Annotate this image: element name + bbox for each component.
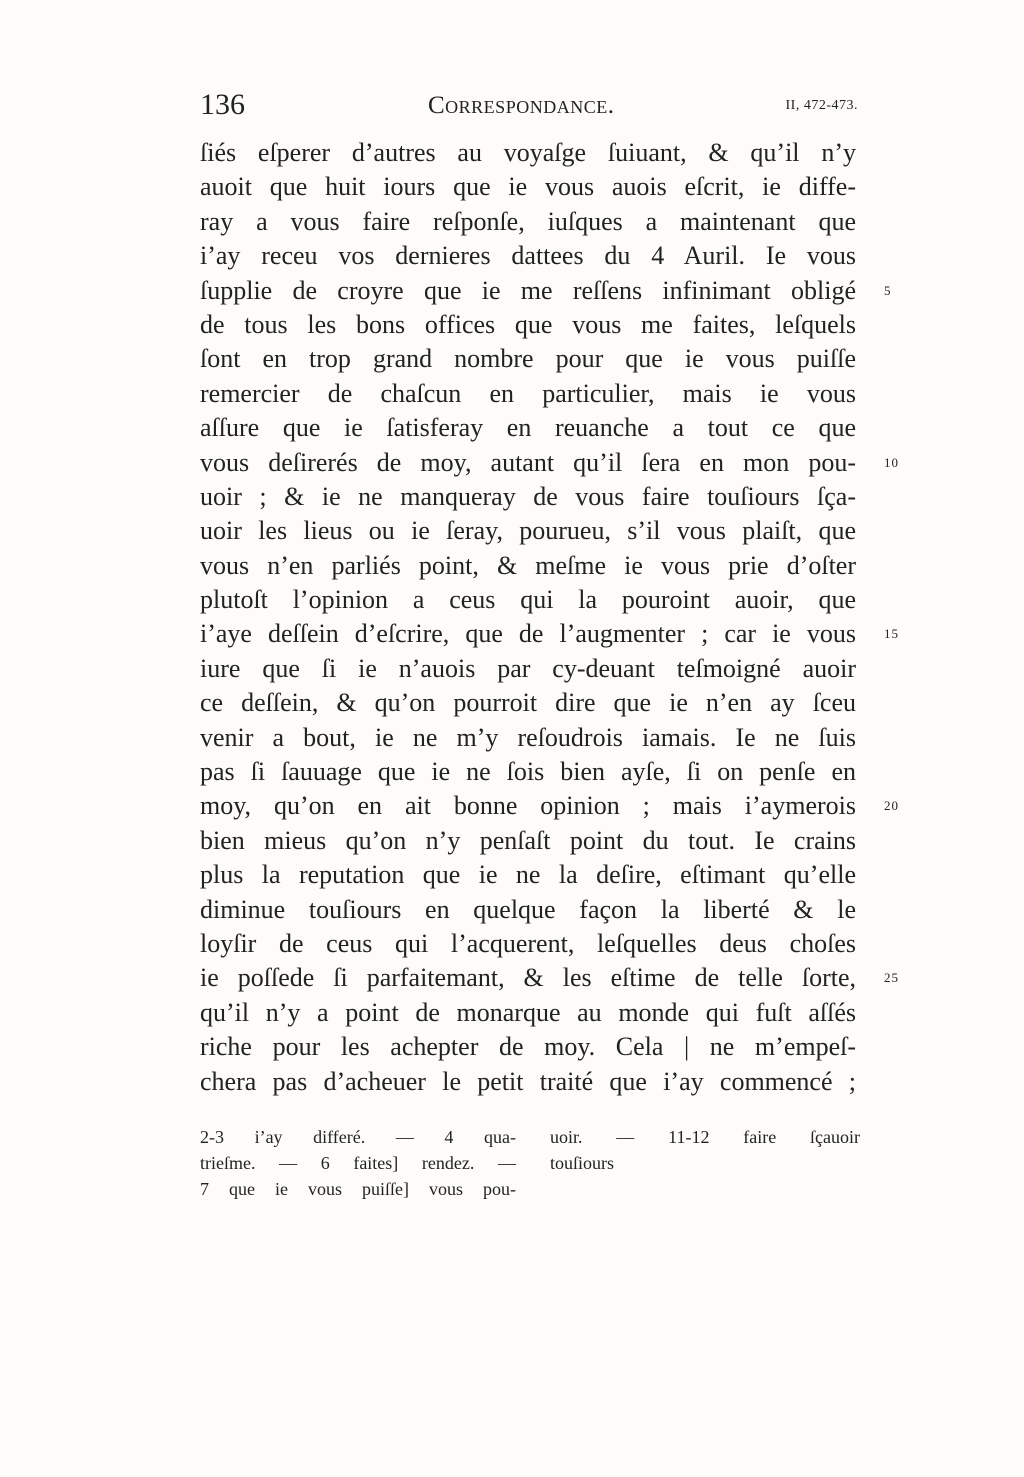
text-line: diminue touſiours en quelque façon la liberté & le (200, 894, 856, 924)
text-line: riche pour les achepter de moy. Cela | ne m’empeſ- (200, 1032, 856, 1062)
text-line: remercier de chaſcun en particulier, mais ie vous (200, 378, 856, 408)
running-head (200, 88, 856, 128)
text-line: loyſir de ceus qui l’acquerent, leſquelles deus choſes (200, 928, 856, 958)
text-line: ſont en trop grand nombre pour que ie vous puiſſe (200, 344, 856, 374)
text-line: vous deſirerés de moy, autant qu’il ſera en mon pou- 10 (200, 446, 856, 480)
letter-body (200, 136, 899, 1099)
text-line: i’ay receu vos dernieres dattees du 4 Auril. Ie vous (200, 241, 856, 271)
footnotes-right-column (550, 1124, 860, 1176)
running-title: Correspondance. (428, 92, 615, 119)
page-reference: II, 472-473. (785, 98, 858, 113)
text-line: bien mieus qu’on n’y penſaſt point du tout. Ie crains (200, 825, 856, 855)
line-number: 15 (884, 626, 899, 642)
text-line: moy, qu’on en ait bonne opinion ; mais i’aymerois 20 (200, 789, 856, 823)
text-line: uoir les lieus ou ie ſeray, pourueu, s’il vous plaiſt, que (200, 516, 856, 546)
text-line: aſſure que ie ſatisferay en reuanche a tout ce que (200, 413, 856, 443)
text-line: iure que ſi ie n’auois par cy-deuant teſmoigné auoir (200, 653, 856, 683)
text-line: plutoſt l’opinion a ceus qui la pouroint auoir, que (200, 585, 856, 615)
footnote-line: trieſme. — 6 faites] rendez. — (200, 1153, 516, 1173)
text-line: venir a bout, ie ne m’y reſoudrois iamais. Ie ne ſuis (200, 722, 856, 752)
page-number: 136 (200, 88, 245, 121)
line-number: 25 (884, 970, 899, 986)
text-line: pas ſi ſauuage que ie ne ſois bien ayſe, ſi on penſe en (200, 757, 856, 787)
text-line: qu’il n’y a point de monarque au monde qui fuſt aſſés (200, 997, 856, 1027)
footnote-line: 2-3 i’ay differé. — 4 qua- (200, 1127, 516, 1147)
text-line: ie poſſede ſi parfaitemant, & les eſtime de telle ſorte, 25 (200, 961, 856, 995)
text-line: chera pas d’acheuer le petit traité que i’ay commencé ; (200, 1066, 856, 1096)
text-line: plus la reputation que ie ne la deſire, eſtimant qu’elle (200, 860, 856, 890)
footnotes-left-column (200, 1124, 516, 1202)
line-number: 5 (884, 282, 892, 298)
footnote-line: 7 que ie vous puiſſe] vous pou- (200, 1179, 516, 1199)
text-line: vous n’en parliés point, & meſme ie vous prie d’oſter (200, 550, 856, 580)
text-line: ray a vous faire reſponſe, iuſques a maintenant que (200, 206, 856, 236)
footnote-line: touſiours (550, 1153, 615, 1173)
text-line: ſupplie de croyre que ie me reſſens infinimant obligé 5 (200, 274, 856, 308)
text-line: uoir ; & ie ne manqueray de vous faire touſiours ſça- (200, 481, 856, 511)
text-line: i’aye deſſein d’eſcrire, que de l’augmenter ; car ie vous 15 (200, 617, 856, 651)
line-number: 10 (884, 454, 899, 470)
footnote-line: uoir. — 11-12 faire ſçauoir (550, 1127, 860, 1147)
line-number: 20 (884, 798, 899, 814)
text-line: ſiés eſperer d’autres au voyaſge ſuiuant, & qu’il n’y (200, 138, 856, 167)
text-line: ce deſſein, & qu’on pourroit dire que ie n’en ay ſceu (200, 688, 856, 718)
text-line: auoit que huit iours que ie vous auois eſcrit, ie diffe- (200, 172, 856, 202)
text-line: de tous les bons offices que vous me faites, leſquels (200, 309, 856, 339)
